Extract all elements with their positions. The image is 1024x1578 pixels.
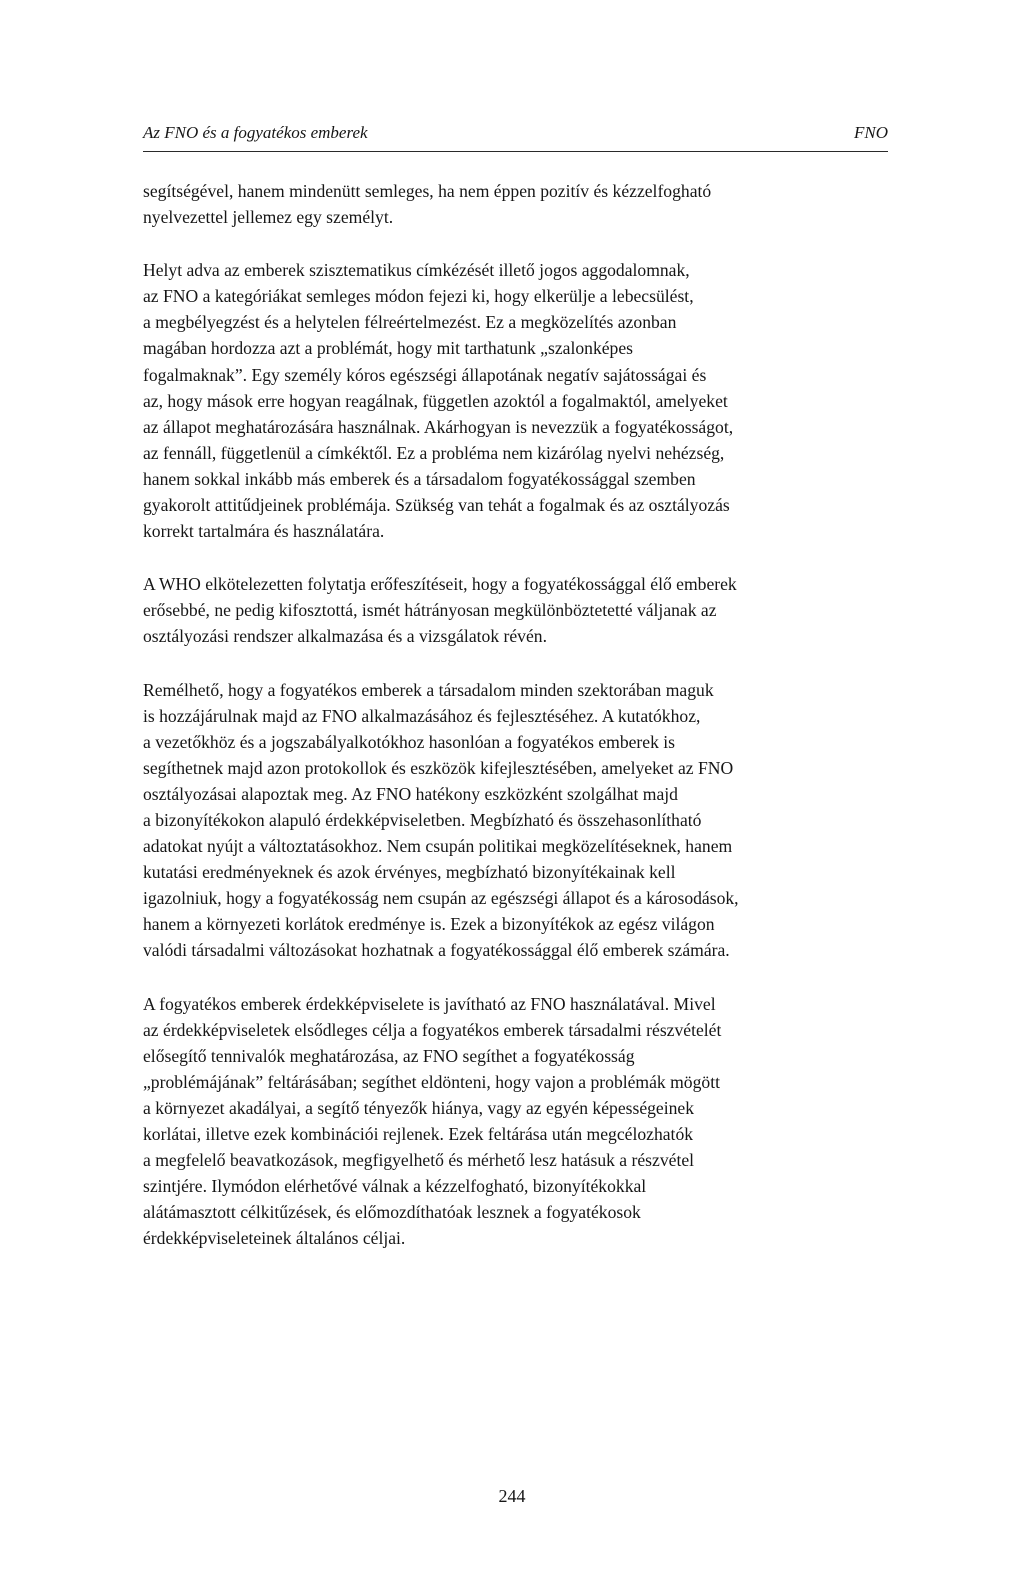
header-chapter-title: Az FNO és a fogyatékos emberek xyxy=(143,123,368,142)
text-line: fogalmaknak”. Egy személy kóros egészségi állapotának negatív sajátosságai és xyxy=(143,364,707,385)
text-line: adatokat nyújt a változtatásokhoz. Nem csupán politikai megközelítéseknek, hanem xyxy=(143,836,733,857)
text-line: a megfelelő beavatkozások, megfigyelhető és mérhető lesz hatásuk a részvétel xyxy=(143,1150,695,1171)
text-line: az fennáll, függetlenül a címkéktől. Ez a probléma nem kizárólag nyelvi nehézség, xyxy=(143,442,725,463)
running-header xyxy=(143,121,888,152)
text-line: a megbélyegzést és a helytelen félreértelmezést. Ez a megközelítés azonban xyxy=(143,312,677,333)
text-line: erősebbé, ne pedig kifosztottá, ismét hátrányosan megkülönböztetetté váljanak az xyxy=(143,600,717,621)
text-line: nyelvezettel jellemez egy személyt. xyxy=(143,207,394,228)
text-line: osztályozásai alapoztak meg. Az FNO hatékony eszközként szolgálhat majd xyxy=(143,783,678,804)
text-line: valódi társadalmi változásokat hozhatnak a fogyatékossággal élő emberek számára. xyxy=(143,940,730,961)
paragraph xyxy=(143,991,891,1252)
text-line: hanem a környezeti korlátok eredménye is. Ezek a bizonyítékok az egész világon xyxy=(143,914,715,935)
text-line: alátámasztott célkitűzések, és előmozdíthatóak lesznek a fogyatékosok xyxy=(143,1202,641,1223)
paragraph xyxy=(143,677,891,964)
paragraph xyxy=(143,178,891,230)
text-line: a környezet akadályai, a segítő tényezők hiánya, vagy az egyén képességeinek xyxy=(143,1097,695,1118)
text-line: a vezetőkhöz és a jogszabályalkotókhoz hasonlóan a fogyatékos emberek is xyxy=(143,731,676,752)
text-line: is hozzájárulnak majd az FNO alkalmazásához és fejlesztéséhez. A kutatókhoz, xyxy=(143,705,701,726)
text-line: igazolniuk, hogy a fogyatékosság nem csupán az egészségi állapot és a károsodások, xyxy=(143,888,739,909)
text-line: a bizonyítékokon alapuló érdekképviseletben. Megbízható és összehasonlítható xyxy=(143,809,702,830)
body-text xyxy=(143,178,891,1278)
text-line: az érdekképviseletek elsődleges célja a fogyatékos emberek társadalmi részvételét xyxy=(143,1019,722,1040)
text-line: az állapot meghatározására használnak. Akárhogyan is nevezzük a fogyatékosságot, xyxy=(143,416,734,437)
text-line: osztályozási rendszer alkalmazása és a vizsgálatok révén. xyxy=(143,626,547,647)
text-line: A fogyatékos emberek érdekképviselete is javítható az FNO használatával. Mivel xyxy=(143,993,716,1014)
header-section-title: FNO xyxy=(854,123,888,142)
text-line: hanem sokkal inkább más emberek és a társadalom fogyatékossággal szemben xyxy=(143,468,696,489)
text-line: elősegítő tennivalók meghatározása, az FNO segíthet a fogyatékosság xyxy=(143,1045,635,1066)
text-line: „problémájának” feltárásában; segíthet eldönteni, hogy vajon a problémák mögött xyxy=(143,1071,720,1092)
text-line: az FNO a kategóriákat semleges módon fejezi ki, hogy elkerülje a lebecsülést, xyxy=(143,286,694,307)
text-line: Remélhető, hogy a fogyatékos emberek a társadalom minden szektorában maguk xyxy=(143,679,714,700)
text-line: magában hordozza azt a problémát, hogy mit tarthatunk „szalonképes xyxy=(143,338,633,359)
text-line: A WHO elkötelezetten folytatja erőfeszítéseit, hogy a fogyatékossággal élő emberek xyxy=(143,574,737,595)
paragraph xyxy=(143,257,891,544)
text-line: gyakorolt attitűdjeinek problémája. Szükség van tehát a fogalmak és az osztályozás xyxy=(143,495,730,516)
paragraph xyxy=(143,571,891,649)
page-number: 244 xyxy=(498,1486,526,1506)
text-line: szintjére. Ilymódon elérhetővé válnak a kézzelfogható, bizonyítékokkal xyxy=(143,1176,647,1197)
text-line: korrekt tartalmára és használatára. xyxy=(143,521,385,542)
text-line: érdekképviseleteinek általános céljai. xyxy=(143,1228,406,1249)
text-line: segítségével, hanem mindenütt semleges, ha nem éppen pozitív és kézzelfogható xyxy=(143,181,712,201)
text-line: Helyt adva az emberek szisztematikus címkézését illető jogos aggodalomnak, xyxy=(143,260,690,281)
text-line: korlátai, illetve ezek kombinációi rejlenek. Ezek feltárása után megcélozhatók xyxy=(143,1124,694,1144)
text-line: az, hogy mások erre hogyan reagálnak, független azoktól a fogalmaktól, amelyeket xyxy=(143,390,728,411)
text-line: kutatási eredményeknek és azok érvényes, megbízható bizonyítékainak kell xyxy=(143,862,676,883)
text-line: segíthetnek majd azon protokollok és eszközök kifejlesztésében, amelyeket az FNO xyxy=(143,757,734,778)
